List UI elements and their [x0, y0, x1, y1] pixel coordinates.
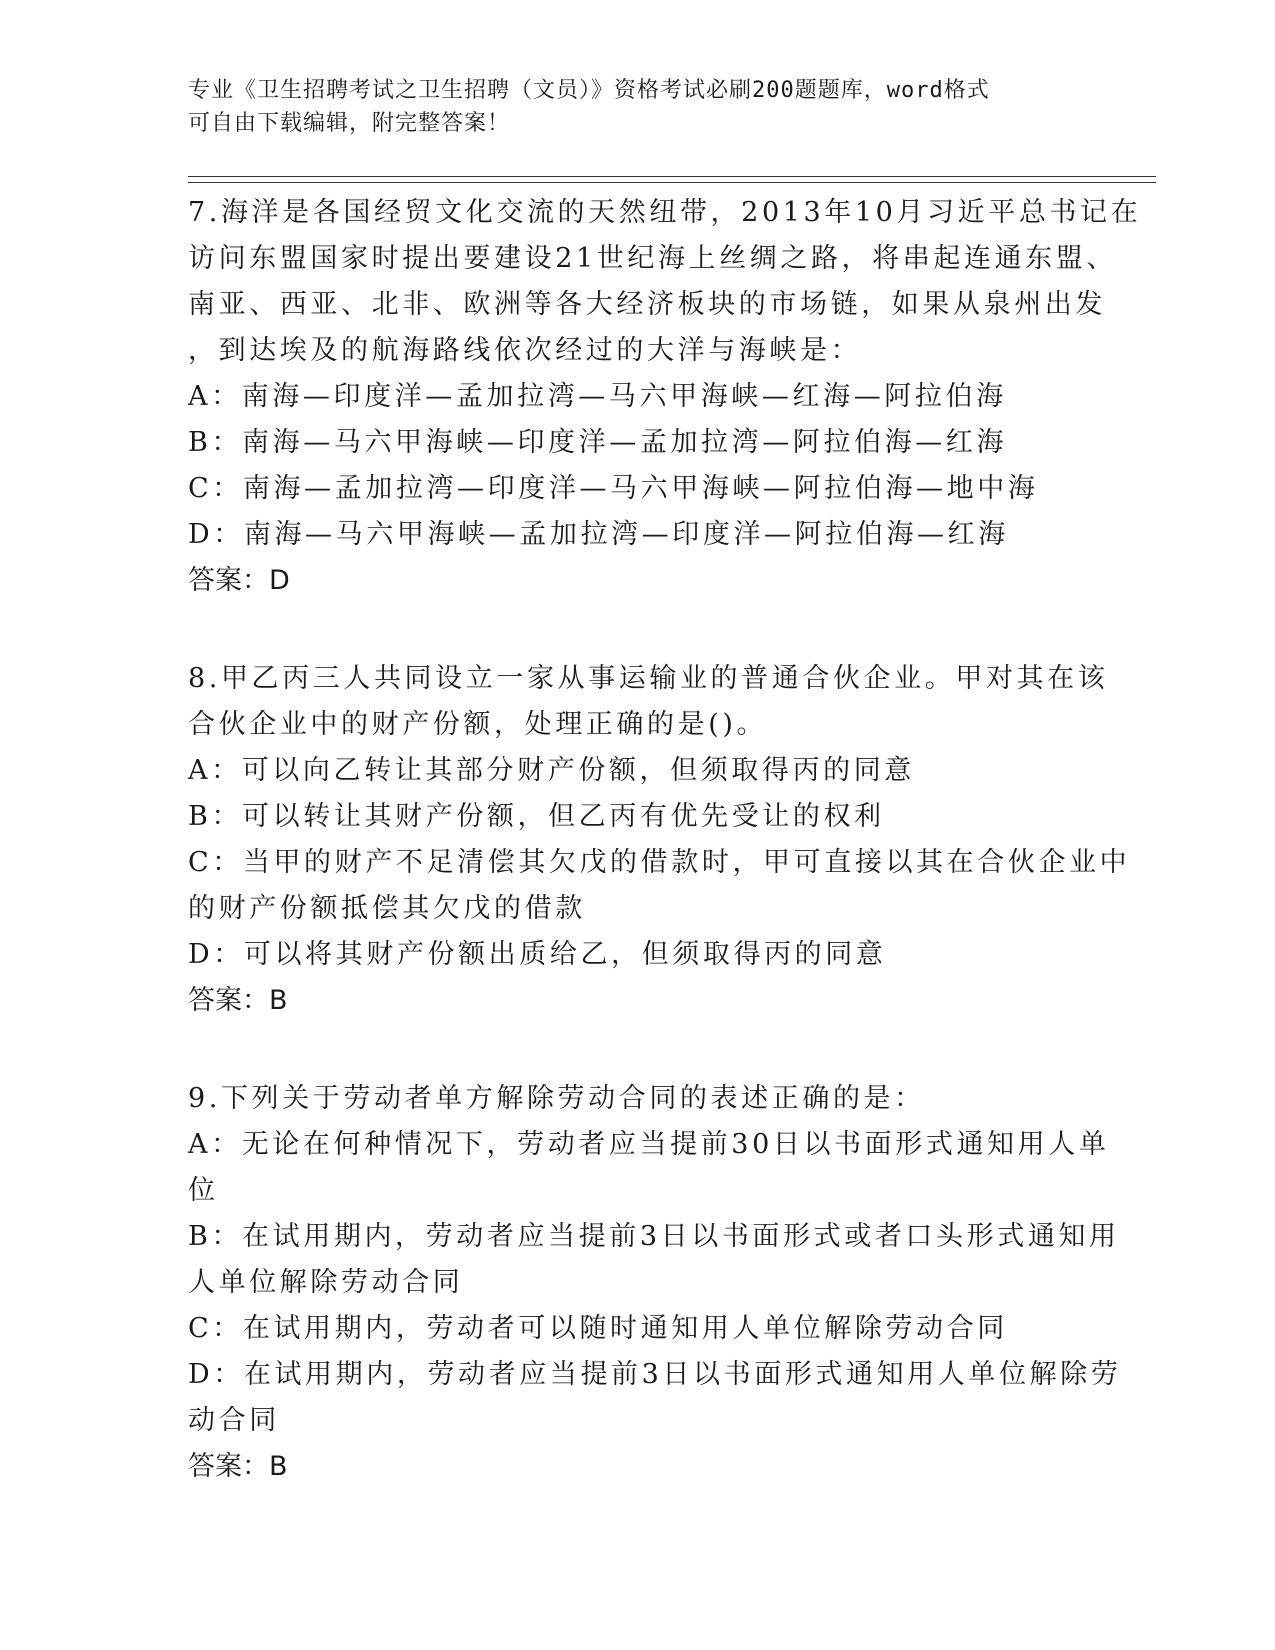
- question-stem-line: 访问东盟国家时提出要建设21世纪海上丝绸之路，将串起连通东盟、: [188, 243, 1117, 274]
- header-line-1: 专业《卫生招聘考试之卫生招聘（文员）》资格考试必刷200题题库，word格式: [188, 78, 990, 103]
- question-list: [188, 190, 1142, 1542]
- question-8: [188, 656, 1131, 1024]
- question-9: [188, 1076, 1122, 1490]
- option-b: B：在试用期内，劳动者应当提前3日以书面形式或者口头形式通知用: [188, 1221, 1120, 1252]
- option-d: D：在试用期内，劳动者应当提前3日以书面形式通知用人单位解除劳: [188, 1359, 1122, 1390]
- option-c-continued: 的财产份额抵偿其欠戊的借款: [188, 893, 586, 924]
- option-a-continued: 位: [188, 1175, 219, 1206]
- document-header: [188, 74, 1068, 140]
- answer-label: 答案：B: [188, 985, 288, 1016]
- question-stem-line: 合伙企业中的财产份额，处理正确的是()。: [188, 709, 768, 740]
- question-stem-line: 7.海洋是各国经贸文化交流的天然纽带，2013年10月习近平总书记在: [188, 197, 1142, 228]
- answer-label: 答案：B: [188, 1451, 288, 1482]
- question-stem-line: ，到达埃及的航海路线依次经过的大洋与海峡是：: [188, 335, 862, 366]
- option-a: A：无论在何种情况下，劳动者应当提前30日以书面形式通知用人单: [188, 1129, 1110, 1160]
- question-stem-line: 9.下列关于劳动者单方解除劳动合同的表述正确的是：: [188, 1083, 925, 1114]
- option-d: D：可以将其财产份额出质给乙，但须取得丙的同意: [188, 939, 887, 970]
- option-d: D：南海—马六甲海峡—孟加拉湾—印度洋—阿拉伯海—红海: [188, 519, 1009, 550]
- header-line-2: 可自由下载编辑，附完整答案！: [188, 111, 511, 136]
- option-b-continued: 人单位解除劳动合同: [188, 1267, 464, 1298]
- header-divider-bottom: [188, 182, 1156, 183]
- option-a: A：南海—印度洋—孟加拉湾—马六甲海峡—红海—阿拉伯海: [188, 381, 1007, 412]
- answer-label: 答案：D: [188, 565, 290, 596]
- option-d-continued: 动合同: [188, 1405, 280, 1436]
- option-c: C：南海—孟加拉湾—印度洋—马六甲海峡—阿拉伯海—地中海: [188, 473, 1039, 504]
- header-divider-top: [188, 176, 1156, 177]
- question-stem-line: 8.甲乙丙三人共同设立一家从事运输业的普通合伙企业。甲对其在该: [188, 663, 1109, 694]
- option-b: B：南海—马六甲海峡—印度洋—孟加拉湾—阿拉伯海—红海: [188, 427, 1008, 458]
- option-a: A：可以向乙转让其部分财产份额，但须取得丙的同意: [188, 755, 915, 786]
- option-c: C：在试用期内，劳动者可以随时通知用人单位解除劳动合同: [188, 1313, 1008, 1344]
- option-c: C：当甲的财产不足清偿其欠戊的借款时，甲可直接以其在合伙企业中: [188, 847, 1131, 878]
- option-b: B：可以转让其财产份额，但乙丙有优先受让的权利: [188, 801, 885, 832]
- question-7: [188, 190, 1142, 604]
- question-stem-line: 南亚、西亚、北非、欧洲等各大经济板块的市场链，如果从泉州出发: [188, 289, 1106, 320]
